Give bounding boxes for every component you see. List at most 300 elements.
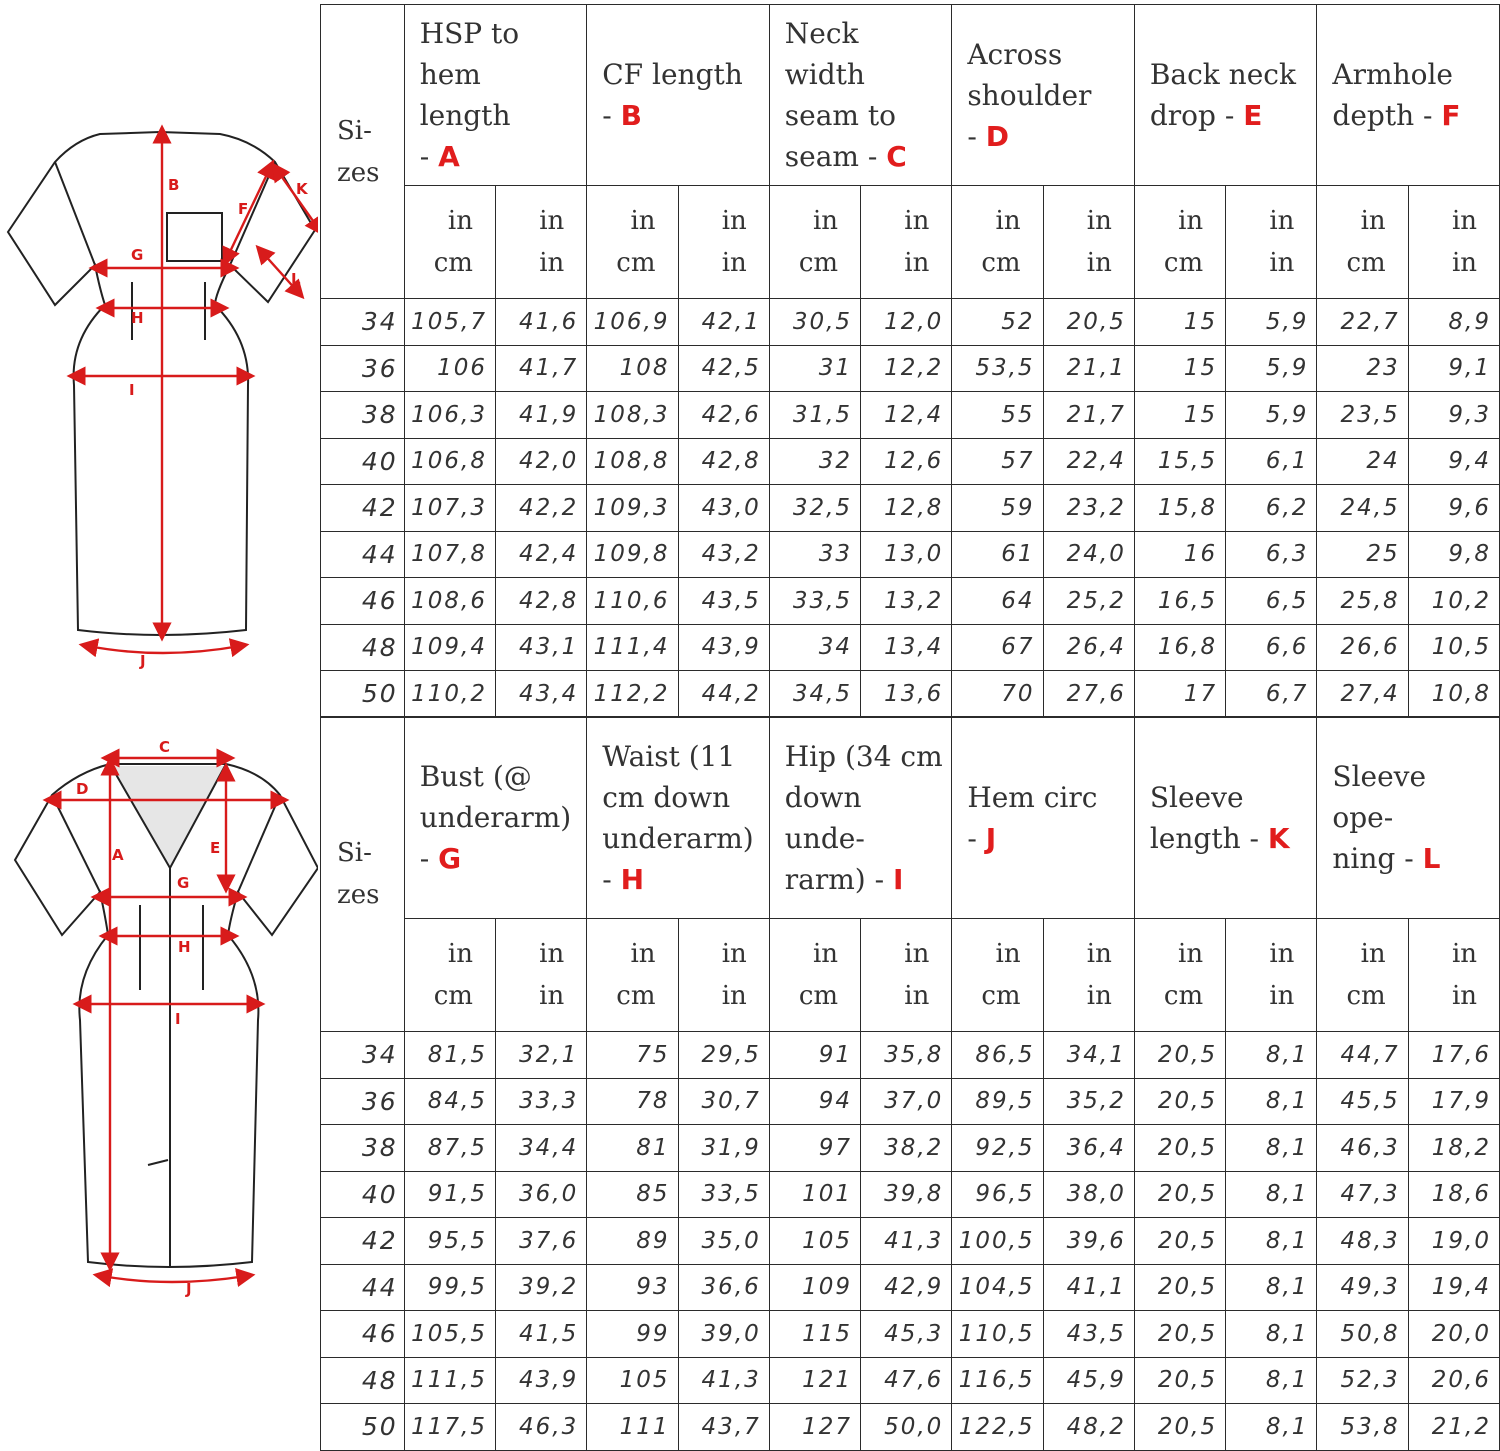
unit-row bbox=[321, 919, 1500, 1032]
value-cell: 20,0 bbox=[1408, 1311, 1499, 1358]
value-cell: 35,8 bbox=[861, 1032, 952, 1079]
sizes-header-line: Si- bbox=[337, 115, 372, 146]
value-cell: 24 bbox=[1317, 438, 1408, 485]
value-cell: 48,2 bbox=[1043, 1404, 1134, 1451]
sizes-header bbox=[321, 5, 405, 299]
table-row bbox=[321, 1404, 1500, 1451]
measurement-letter: L bbox=[1422, 842, 1441, 875]
value-cell: 85 bbox=[587, 1171, 678, 1218]
value-cell: 46,3 bbox=[495, 1404, 586, 1451]
unit-header-cm bbox=[769, 186, 860, 299]
label-a: A bbox=[112, 846, 124, 864]
measurement-header-line: Back neck bbox=[1149, 58, 1296, 91]
value-cell: 15,5 bbox=[1134, 438, 1225, 485]
unit-line: in bbox=[721, 248, 747, 278]
value-cell: 91 bbox=[769, 1032, 860, 1079]
value-cell: 108,6 bbox=[404, 578, 495, 625]
value-cell: 30,5 bbox=[769, 299, 860, 346]
value-cell: 6,5 bbox=[1226, 578, 1317, 625]
value-cell: 78 bbox=[587, 1078, 678, 1125]
value-cell: 43,4 bbox=[495, 671, 586, 718]
value-cell: 31 bbox=[769, 345, 860, 392]
size-cell: 36 bbox=[321, 1078, 405, 1125]
value-cell: 39,6 bbox=[1043, 1218, 1134, 1265]
value-cell: 112,2 bbox=[587, 671, 678, 718]
measurement-header-last-line bbox=[785, 859, 944, 900]
unit-header-in bbox=[1408, 919, 1499, 1032]
value-cell: 9,4 bbox=[1408, 438, 1499, 485]
value-cell: 93 bbox=[587, 1264, 678, 1311]
value-cell: 8,1 bbox=[1226, 1032, 1317, 1079]
value-cell: 20,5 bbox=[1134, 1171, 1225, 1218]
table-row bbox=[321, 1078, 1500, 1125]
value-cell: 43,7 bbox=[678, 1404, 769, 1451]
value-cell: 108,3 bbox=[587, 392, 678, 439]
unit-row bbox=[321, 186, 1500, 299]
value-cell: 43,5 bbox=[678, 578, 769, 625]
measurement-letter: E bbox=[1243, 99, 1263, 132]
value-cell: 15,8 bbox=[1134, 485, 1225, 532]
measurement-header bbox=[1134, 5, 1317, 186]
measurement-header bbox=[952, 5, 1135, 186]
value-cell: 57 bbox=[952, 438, 1043, 485]
value-cell: 12,0 bbox=[861, 299, 952, 346]
value-cell: 106,3 bbox=[404, 392, 495, 439]
measurement-letter: C bbox=[886, 140, 907, 173]
value-cell: 42,8 bbox=[495, 578, 586, 625]
measurement-header-line: HSP to bbox=[419, 17, 520, 50]
value-cell: 22,4 bbox=[1043, 438, 1134, 485]
value-cell: 89 bbox=[587, 1218, 678, 1265]
sizes-header-line: Si- bbox=[337, 838, 372, 868]
value-cell: 25 bbox=[1317, 531, 1408, 578]
measurement-header-line: cm down bbox=[602, 780, 731, 814]
unit-header-cm bbox=[404, 186, 495, 299]
table-row bbox=[321, 1171, 1500, 1218]
value-cell: 108 bbox=[587, 345, 678, 392]
value-cell: 26,6 bbox=[1317, 624, 1408, 671]
size-table-circumferences bbox=[320, 716, 1500, 1451]
value-cell: 61 bbox=[952, 531, 1043, 578]
value-cell: 34,1 bbox=[1043, 1032, 1134, 1079]
measurement-header-prefix: - bbox=[419, 140, 439, 173]
measurement-header-prefix: - bbox=[602, 862, 621, 896]
measurement-header-last-line bbox=[1332, 95, 1491, 136]
unit-line: in bbox=[1178, 939, 1204, 969]
unit-line: in bbox=[995, 939, 1021, 969]
value-cell: 47,6 bbox=[861, 1357, 952, 1404]
value-cell: 13,2 bbox=[861, 578, 952, 625]
value-cell: 95,5 bbox=[404, 1218, 495, 1265]
value-cell: 9,6 bbox=[1408, 485, 1499, 532]
measurement-header-line: CF length bbox=[602, 58, 743, 91]
size-cell: 38 bbox=[321, 1125, 405, 1172]
size-cell: 48 bbox=[321, 1357, 405, 1404]
value-cell: 110,2 bbox=[404, 671, 495, 718]
value-cell: 52,3 bbox=[1317, 1357, 1408, 1404]
unit-line: in bbox=[1086, 981, 1112, 1011]
unit-line: in bbox=[630, 939, 656, 969]
unit-line: in bbox=[1269, 248, 1295, 278]
measurement-header-last-line bbox=[967, 818, 1126, 859]
value-cell: 41,5 bbox=[495, 1311, 586, 1358]
value-cell: 37,6 bbox=[495, 1218, 586, 1265]
value-cell: 33,3 bbox=[495, 1078, 586, 1125]
unit-line: in bbox=[1451, 981, 1477, 1011]
value-cell: 43,2 bbox=[678, 531, 769, 578]
value-cell: 23,5 bbox=[1317, 392, 1408, 439]
value-cell: 42,4 bbox=[495, 531, 586, 578]
unit-header-in bbox=[1226, 186, 1317, 299]
value-cell: 84,5 bbox=[404, 1078, 495, 1125]
size-cell: 42 bbox=[321, 485, 405, 532]
size-cell: 34 bbox=[321, 299, 405, 346]
measurement-header-line: Bust (@ bbox=[419, 760, 532, 793]
value-cell: 122,5 bbox=[952, 1404, 1043, 1451]
unit-line: cm bbox=[1163, 248, 1204, 278]
unit-header-cm bbox=[1134, 186, 1225, 299]
value-cell: 12,4 bbox=[861, 392, 952, 439]
value-cell: 5,9 bbox=[1226, 299, 1317, 346]
value-cell: 9,1 bbox=[1408, 345, 1499, 392]
measurement-header-prefix: drop - bbox=[1149, 99, 1244, 132]
value-cell: 33,5 bbox=[678, 1171, 769, 1218]
value-cell: 41,6 bbox=[495, 299, 586, 346]
value-cell: 5,9 bbox=[1226, 392, 1317, 439]
unit-header-cm bbox=[952, 919, 1043, 1032]
unit-line: in bbox=[812, 206, 839, 236]
value-cell: 27,6 bbox=[1043, 671, 1134, 718]
value-cell: 42,8 bbox=[678, 438, 769, 485]
value-cell: 21,2 bbox=[1408, 1404, 1499, 1451]
unit-line: in bbox=[721, 206, 747, 236]
value-cell: 8,1 bbox=[1226, 1125, 1317, 1172]
value-cell: 116,5 bbox=[952, 1357, 1043, 1404]
unit-header-cm bbox=[587, 186, 678, 299]
value-cell: 20,5 bbox=[1134, 1357, 1225, 1404]
value-cell: 15 bbox=[1134, 392, 1225, 439]
value-cell: 16,5 bbox=[1134, 578, 1225, 625]
value-cell: 23,2 bbox=[1043, 485, 1134, 532]
value-cell: 101 bbox=[769, 1171, 860, 1218]
measurement-header-line: down unde- bbox=[784, 780, 865, 855]
value-cell: 36,0 bbox=[495, 1171, 586, 1218]
measurement-header bbox=[1134, 717, 1317, 919]
value-cell: 8,1 bbox=[1226, 1264, 1317, 1311]
unit-header-cm bbox=[769, 919, 860, 1032]
value-cell: 20,5 bbox=[1134, 1125, 1225, 1172]
size-cell: 44 bbox=[321, 531, 405, 578]
unit-header-cm bbox=[1134, 919, 1225, 1032]
label-c: C bbox=[159, 738, 171, 756]
value-cell: 39,0 bbox=[678, 1311, 769, 1358]
value-cell: 121 bbox=[769, 1357, 860, 1404]
value-cell: 70 bbox=[952, 671, 1043, 718]
measurement-header-line: Sleeve bbox=[1149, 780, 1244, 814]
table-row bbox=[321, 485, 1500, 532]
value-cell: 111,5 bbox=[404, 1357, 495, 1404]
label-k: K bbox=[296, 180, 308, 198]
measurement-header-line: Armhole bbox=[1332, 58, 1453, 91]
label-j: J bbox=[140, 652, 146, 670]
size-cell: 44 bbox=[321, 1264, 405, 1311]
table-row bbox=[321, 1357, 1500, 1404]
value-cell: 10,8 bbox=[1408, 671, 1499, 718]
value-cell: 26,4 bbox=[1043, 624, 1134, 671]
unit-header-in bbox=[861, 919, 952, 1032]
value-cell: 20,5 bbox=[1134, 1032, 1225, 1079]
dress-back-measure-lines bbox=[76, 134, 318, 653]
value-cell: 21,7 bbox=[1043, 392, 1134, 439]
unit-header-in bbox=[1043, 186, 1134, 299]
value-cell: 109,8 bbox=[587, 531, 678, 578]
measurement-letter: B bbox=[620, 99, 642, 132]
value-cell: 39,8 bbox=[861, 1171, 952, 1218]
value-cell: 20,5 bbox=[1134, 1404, 1225, 1451]
unit-line: in bbox=[1178, 206, 1204, 236]
size-table-lengths bbox=[320, 4, 1500, 718]
value-cell: 30,7 bbox=[678, 1078, 769, 1125]
value-cell: 127 bbox=[769, 1404, 860, 1451]
unit-line: in bbox=[630, 206, 656, 236]
value-cell: 17 bbox=[1134, 671, 1225, 718]
value-cell: 16 bbox=[1134, 531, 1225, 578]
measurement-header-last-line bbox=[420, 136, 579, 177]
dress-back-diagram bbox=[0, 100, 318, 680]
table-row bbox=[321, 345, 1500, 392]
measurement-header-line: underarm) bbox=[602, 821, 754, 855]
dress-back-svg bbox=[0, 100, 318, 680]
value-cell: 8,1 bbox=[1226, 1311, 1317, 1358]
measurement-header bbox=[769, 717, 952, 919]
value-cell: 97 bbox=[769, 1125, 860, 1172]
table-row bbox=[321, 1311, 1500, 1358]
unit-header-cm bbox=[952, 186, 1043, 299]
measurement-header bbox=[1317, 717, 1500, 919]
value-cell: 13,6 bbox=[861, 671, 952, 718]
measurement-header bbox=[769, 5, 952, 186]
value-cell: 100,5 bbox=[952, 1218, 1043, 1265]
unit-line: in bbox=[1269, 206, 1295, 236]
unit-line: in bbox=[995, 206, 1021, 236]
value-cell: 94 bbox=[769, 1078, 860, 1125]
value-cell: 43,1 bbox=[495, 624, 586, 671]
label-i: I bbox=[175, 1010, 181, 1028]
sizes-header-line: zes bbox=[337, 157, 380, 188]
measurement-header-last-line bbox=[785, 136, 944, 177]
value-cell: 49,3 bbox=[1317, 1264, 1408, 1311]
value-cell: 96,5 bbox=[952, 1171, 1043, 1218]
value-cell: 12,6 bbox=[861, 438, 952, 485]
unit-line: cm bbox=[433, 248, 473, 278]
size-cell: 34 bbox=[321, 1032, 405, 1079]
unit-line: cm bbox=[616, 981, 656, 1011]
unit-line: in bbox=[539, 939, 565, 969]
table-row bbox=[321, 578, 1500, 625]
size-cell: 48 bbox=[321, 624, 405, 671]
measurement-letter: J bbox=[985, 821, 997, 855]
unit-line: in bbox=[1086, 206, 1112, 236]
measurement-header-last-line bbox=[602, 95, 761, 136]
value-cell: 8,1 bbox=[1226, 1078, 1317, 1125]
unit-line: cm bbox=[1163, 981, 1204, 1011]
measurement-header-line: Waist (11 bbox=[602, 739, 736, 773]
unit-line: in bbox=[447, 206, 473, 236]
value-cell: 6,2 bbox=[1226, 485, 1317, 532]
value-cell: 15 bbox=[1134, 345, 1225, 392]
value-cell: 35,0 bbox=[678, 1218, 769, 1265]
label-l: L bbox=[291, 270, 301, 288]
value-cell: 43,9 bbox=[495, 1357, 586, 1404]
measurement-letter: I bbox=[892, 862, 904, 896]
value-cell: 107,8 bbox=[404, 531, 495, 578]
value-cell: 41,1 bbox=[1043, 1264, 1134, 1311]
value-cell: 20,5 bbox=[1134, 1264, 1225, 1311]
label-h: H bbox=[131, 309, 144, 327]
measurement-letter: G bbox=[438, 842, 462, 875]
dress-front-svg bbox=[0, 730, 318, 1310]
value-cell: 8,1 bbox=[1226, 1171, 1317, 1218]
unit-header-cm bbox=[1317, 919, 1408, 1032]
label-e: E bbox=[210, 839, 221, 857]
value-cell: 44,2 bbox=[678, 671, 769, 718]
sizes-header bbox=[321, 717, 405, 1032]
unit-line: in bbox=[539, 981, 565, 1011]
table-row bbox=[321, 1218, 1500, 1265]
unit-line: in bbox=[904, 981, 930, 1011]
measurement-letter: K bbox=[1267, 821, 1290, 855]
value-cell: 19,0 bbox=[1408, 1218, 1499, 1265]
value-cell: 106 bbox=[404, 345, 495, 392]
value-cell: 105,5 bbox=[404, 1311, 495, 1358]
value-cell: 36,4 bbox=[1043, 1125, 1134, 1172]
measurement-header-line: shoulder bbox=[967, 78, 1092, 112]
measurement-header bbox=[1317, 5, 1500, 186]
size-cell: 40 bbox=[321, 438, 405, 485]
value-cell: 109 bbox=[769, 1264, 860, 1311]
value-cell: 89,5 bbox=[952, 1078, 1043, 1125]
value-cell: 47,3 bbox=[1317, 1171, 1408, 1218]
value-cell: 59 bbox=[952, 485, 1043, 532]
unit-header-in bbox=[495, 186, 586, 299]
value-cell: 33 bbox=[769, 531, 860, 578]
measurement-header-prefix: ning - bbox=[1332, 842, 1423, 875]
value-cell: 45,3 bbox=[861, 1311, 952, 1358]
value-cell: 12,8 bbox=[861, 485, 952, 532]
unit-line: in bbox=[904, 939, 930, 969]
unit-header-in bbox=[1408, 186, 1499, 299]
table-row bbox=[321, 438, 1500, 485]
unit-line: in bbox=[721, 981, 747, 1011]
measurement-header-last-line bbox=[1150, 95, 1309, 136]
value-cell: 115 bbox=[769, 1311, 860, 1358]
value-cell: 38,2 bbox=[861, 1125, 952, 1172]
unit-header-cm bbox=[587, 919, 678, 1032]
value-cell: 107,3 bbox=[404, 485, 495, 532]
dress-front-diagram bbox=[0, 730, 318, 1310]
value-cell: 48,3 bbox=[1317, 1218, 1408, 1265]
label-b: B bbox=[168, 176, 180, 194]
size-cell: 38 bbox=[321, 392, 405, 439]
unit-line: in bbox=[539, 248, 565, 278]
value-cell: 10,2 bbox=[1408, 578, 1499, 625]
value-cell: 10,5 bbox=[1408, 624, 1499, 671]
measurement-header-prefix: seam - bbox=[784, 140, 887, 173]
value-cell: 86,5 bbox=[952, 1032, 1043, 1079]
measurement-header-line: Sleeve ope- bbox=[1332, 760, 1427, 834]
value-cell: 8,1 bbox=[1226, 1357, 1317, 1404]
value-cell: 8,1 bbox=[1226, 1218, 1317, 1265]
table-row bbox=[321, 1032, 1500, 1079]
measurement-header-prefix: - bbox=[967, 119, 986, 153]
value-cell: 99 bbox=[587, 1311, 678, 1358]
table-row bbox=[321, 1264, 1500, 1311]
value-cell: 20,5 bbox=[1134, 1311, 1225, 1358]
value-cell: 43,0 bbox=[678, 485, 769, 532]
measurement-header bbox=[587, 717, 770, 919]
unit-line: cm bbox=[981, 981, 1021, 1011]
value-cell: 32,1 bbox=[495, 1032, 586, 1079]
unit-line: in bbox=[1086, 248, 1112, 278]
value-cell: 8,1 bbox=[1226, 1404, 1317, 1451]
value-cell: 13,0 bbox=[861, 531, 952, 578]
value-cell: 41,3 bbox=[678, 1357, 769, 1404]
unit-line: in bbox=[904, 206, 930, 236]
unit-header-in bbox=[678, 919, 769, 1032]
unit-header-in bbox=[1226, 919, 1317, 1032]
unit-line: cm bbox=[616, 248, 656, 278]
measurement-header-prefix: - bbox=[419, 842, 439, 875]
measurement-header bbox=[952, 717, 1135, 919]
value-cell: 75 bbox=[587, 1032, 678, 1079]
value-cell: 99,5 bbox=[404, 1264, 495, 1311]
unit-line: cm bbox=[798, 981, 839, 1011]
value-cell: 31,5 bbox=[769, 392, 860, 439]
measurement-header-line: Hip (34 cm bbox=[784, 739, 943, 773]
value-cell: 42,9 bbox=[861, 1264, 952, 1311]
value-cell: 111 bbox=[587, 1404, 678, 1451]
unit-line: in bbox=[1451, 206, 1477, 236]
value-cell: 43,9 bbox=[678, 624, 769, 671]
measurement-letter: A bbox=[438, 140, 460, 173]
measurement-letter: H bbox=[620, 862, 645, 896]
measurement-header-line: Neck width bbox=[784, 17, 865, 91]
value-cell: 110,6 bbox=[587, 578, 678, 625]
value-cell: 46,3 bbox=[1317, 1125, 1408, 1172]
value-cell: 12,2 bbox=[861, 345, 952, 392]
unit-line: in bbox=[1360, 939, 1386, 969]
value-cell: 20,5 bbox=[1134, 1218, 1225, 1265]
value-cell: 33,5 bbox=[769, 578, 860, 625]
size-cell: 36 bbox=[321, 345, 405, 392]
value-cell: 18,2 bbox=[1408, 1125, 1499, 1172]
value-cell: 42,0 bbox=[495, 438, 586, 485]
value-cell: 105 bbox=[769, 1218, 860, 1265]
unit-line: in bbox=[1086, 939, 1112, 969]
header-row bbox=[321, 717, 1500, 919]
table-row bbox=[321, 671, 1500, 718]
value-cell: 9,3 bbox=[1408, 392, 1499, 439]
value-cell: 34,4 bbox=[495, 1125, 586, 1172]
value-cell: 41,9 bbox=[495, 392, 586, 439]
label-j: J bbox=[186, 1280, 192, 1298]
unit-header-cm bbox=[1317, 186, 1408, 299]
unit-line: cm bbox=[981, 248, 1021, 278]
measurement-header bbox=[404, 717, 587, 919]
table-row bbox=[321, 1125, 1500, 1172]
measurement-header-last-line bbox=[1150, 818, 1309, 859]
value-cell: 42,6 bbox=[678, 392, 769, 439]
